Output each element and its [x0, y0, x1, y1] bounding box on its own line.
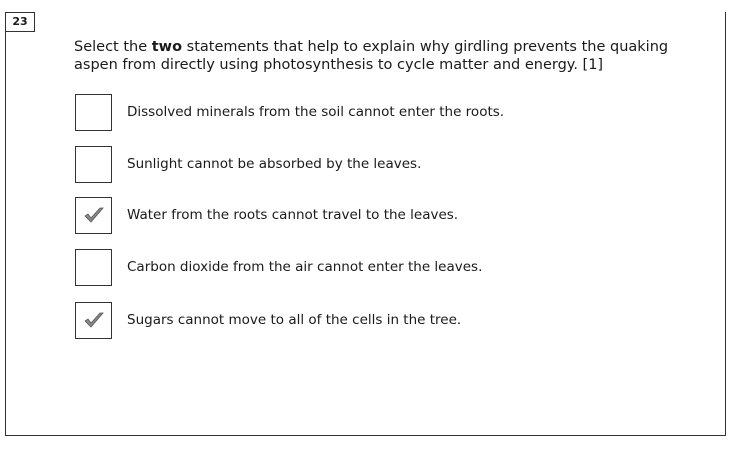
prompt-text-end: statements that help to explain why girdling prevents the quaking aspen from directly using photosynthesis to cycle matter and energy. [1] [74, 39, 669, 73]
prompt-emphasis: two [151, 39, 183, 55]
option-2-label: Sunlight cannot be absorbed by the leaves. [127, 156, 422, 172]
option-3-label: Water from the roots cannot travel to the leaves. [127, 207, 459, 223]
option-1-label: Dissolved minerals from the soil cannot enter the roots. [127, 104, 505, 120]
option-5-label: Sugars cannot move to all of the cells in the tree. [127, 312, 462, 328]
option-2[interactable] [75, 144, 421, 184]
question-prompt [74, 38, 714, 74]
option-1-checkbox[interactable] [75, 94, 112, 131]
option-4[interactable] [75, 247, 482, 287]
prompt-text-start: Select the [74, 39, 152, 55]
checkmark-icon [82, 205, 106, 225]
option-4-label: Carbon dioxide from the air cannot enter the leaves. [127, 259, 483, 275]
option-5[interactable] [75, 300, 461, 340]
option-5-checkbox[interactable] [75, 302, 112, 339]
option-2-checkbox[interactable] [75, 146, 112, 183]
checkmark-icon [82, 310, 106, 330]
option-3-checkbox[interactable] [75, 197, 112, 234]
option-3[interactable] [75, 195, 458, 235]
option-4-checkbox[interactable] [75, 249, 112, 286]
option-1[interactable] [75, 92, 504, 132]
question-number: 23 [5, 12, 35, 32]
